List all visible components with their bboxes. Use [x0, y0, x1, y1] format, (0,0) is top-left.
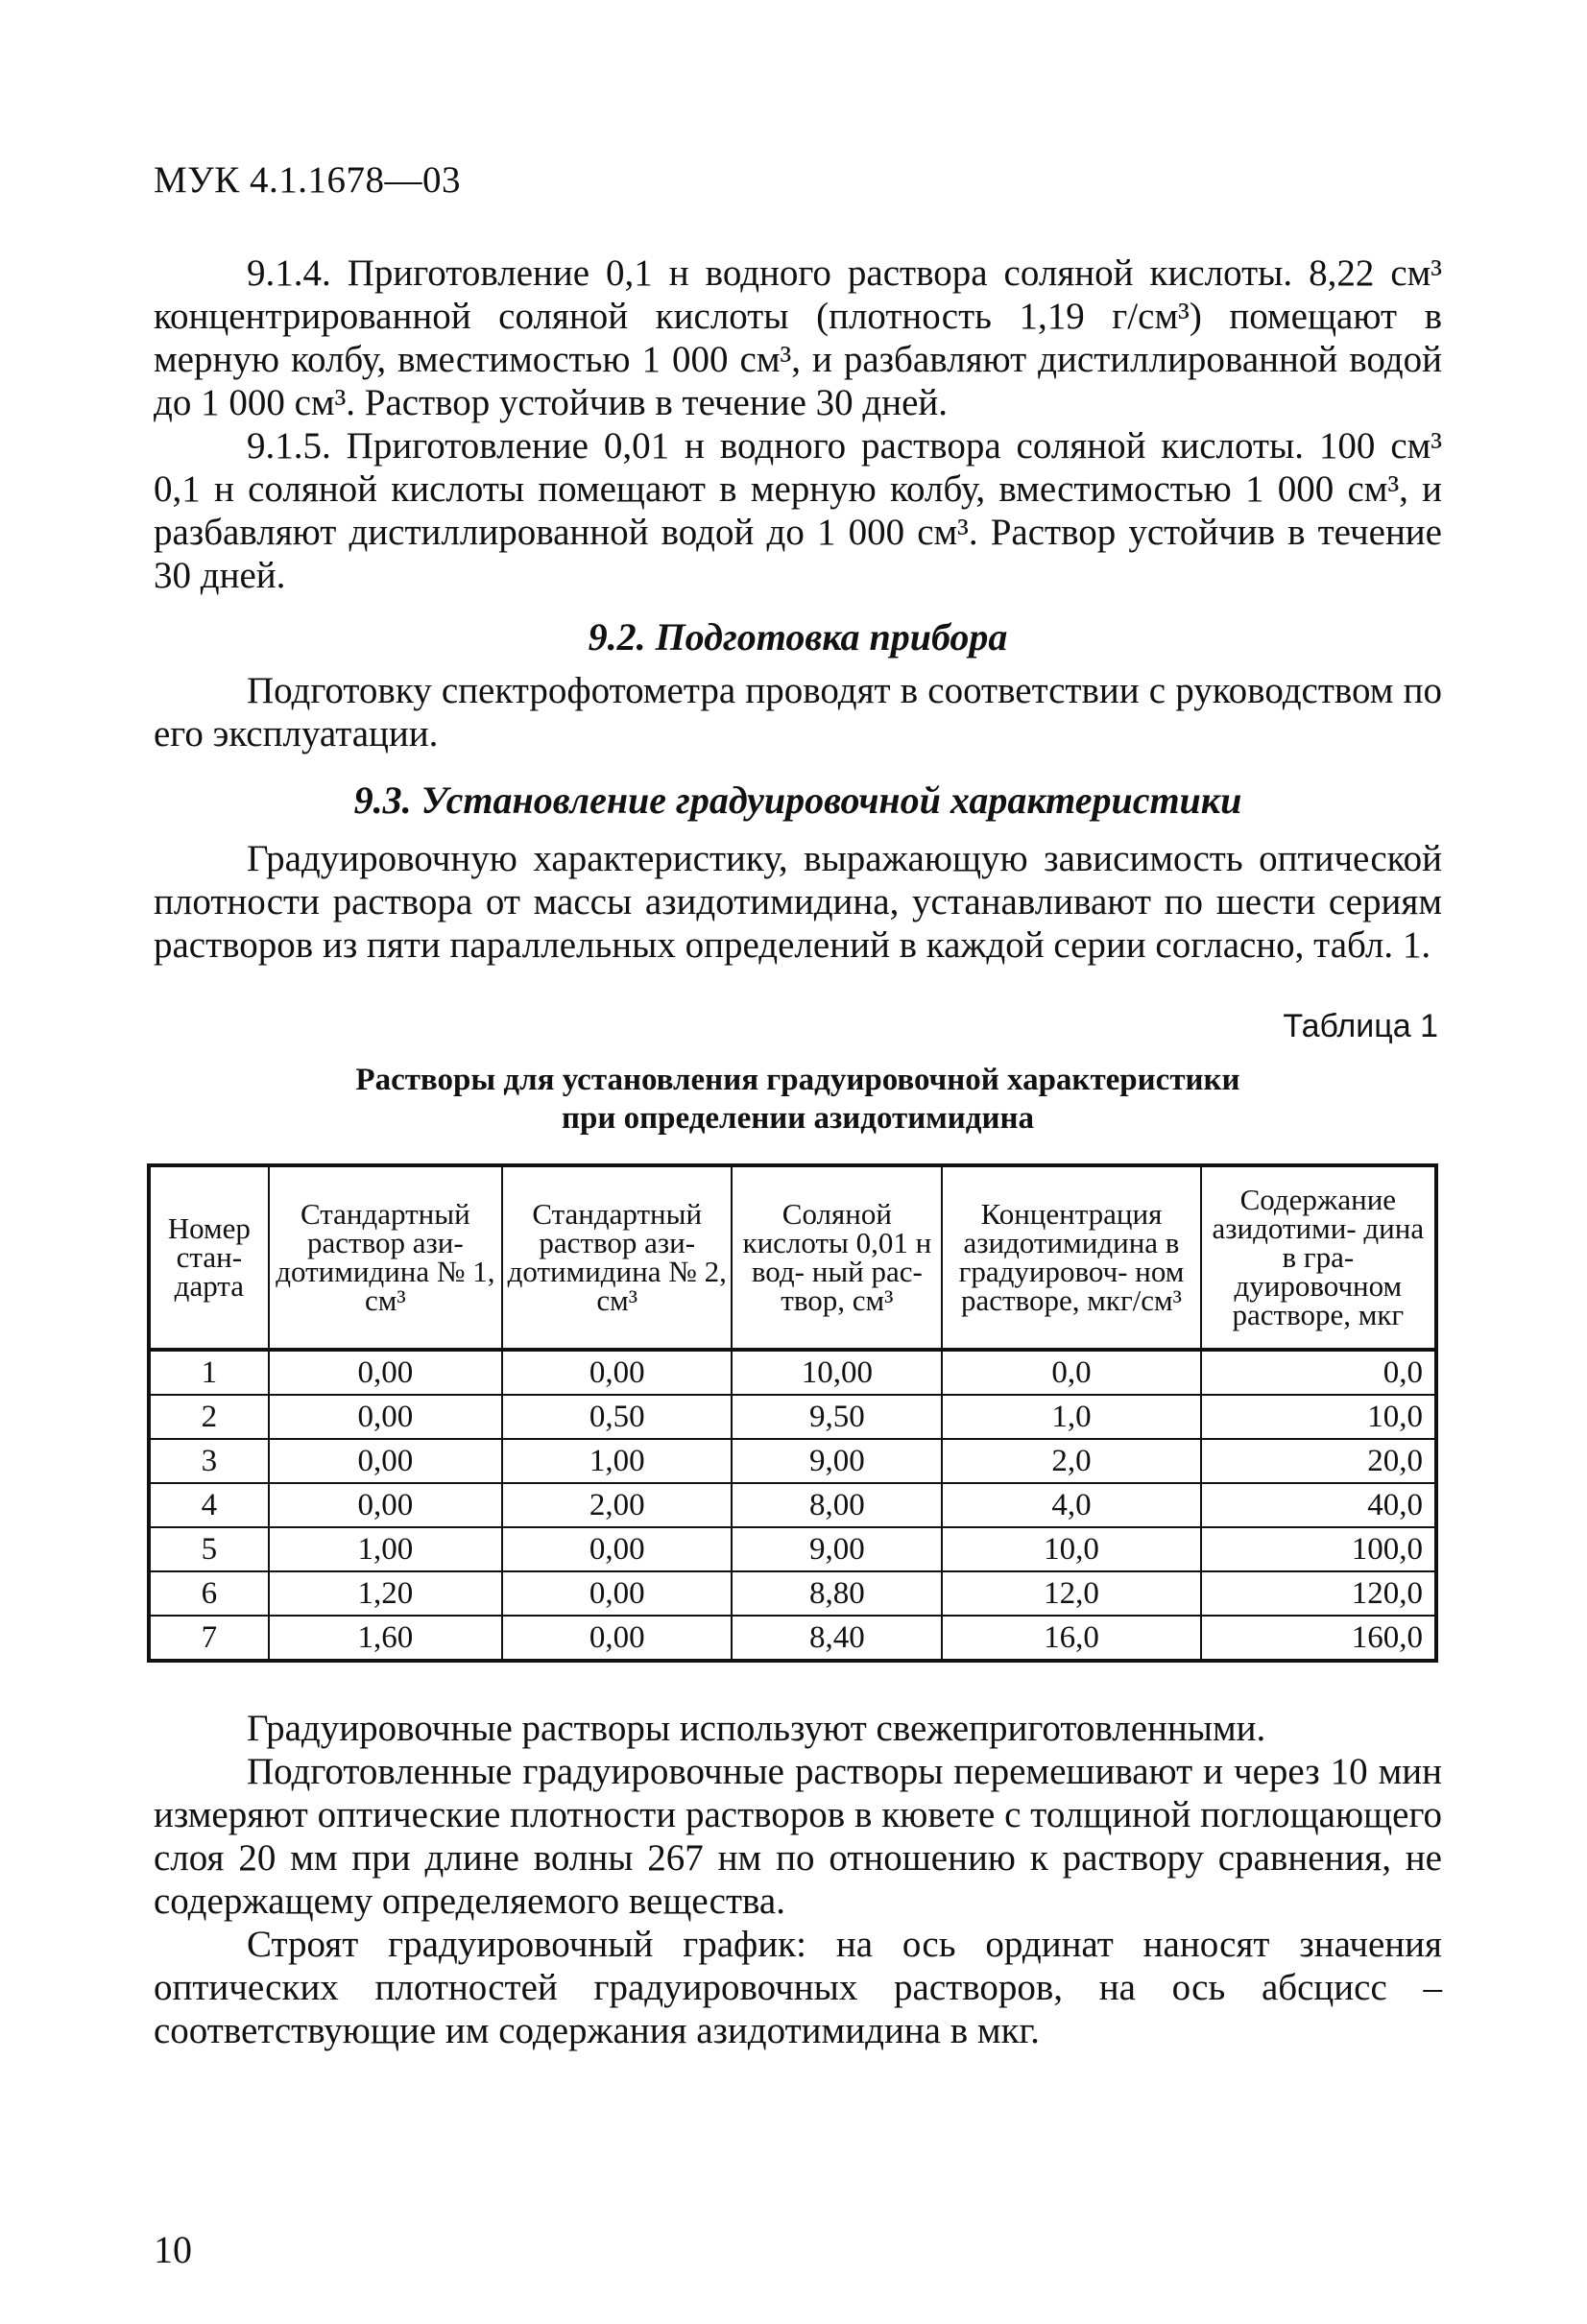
table-row	[149, 1616, 1436, 1661]
cell-solution-1: 1,60	[269, 1616, 502, 1661]
closing-paragraphs	[154, 1707, 1442, 2052]
cell-solution-2: 0,00	[502, 1616, 732, 1661]
table-label: Таблица 1	[1283, 1008, 1438, 1044]
cell-number: 2	[149, 1395, 269, 1439]
header-content: Содержание азидотими- дина в гра- дуировочном растворе, мкг	[1201, 1165, 1436, 1350]
cell-concentration: 16,0	[942, 1616, 1200, 1661]
cell-solution-1: 1,00	[269, 1527, 502, 1571]
table-row	[149, 1571, 1436, 1616]
table-row	[149, 1395, 1436, 1439]
cell-solution-2: 1,00	[502, 1439, 732, 1483]
table-row	[149, 1439, 1436, 1483]
table-header-row	[149, 1165, 1436, 1350]
cell-solution-1: 0,00	[269, 1395, 502, 1439]
cell-solution-2: 0,00	[502, 1350, 732, 1395]
cell-acid: 10,00	[732, 1350, 942, 1395]
paragraph-fresh-solutions: Градуировочные растворы используют свежеприготовленными.	[247, 1708, 1266, 1749]
table-caption-line-1: Растворы для установления градуировочной характеристики	[355, 1063, 1240, 1097]
cell-number: 4	[149, 1483, 269, 1527]
cell-solution-1: 0,00	[269, 1439, 502, 1483]
section-9-2-title: 9.2. Подготовка прибора	[588, 615, 1008, 659]
document-id: МУК 4.1.1678—03	[154, 159, 462, 201]
cell-acid: 9,00	[732, 1439, 942, 1483]
page-number: 10	[154, 2228, 192, 2271]
cell-concentration: 10,0	[942, 1527, 1200, 1571]
cell-content: 100,0	[1201, 1527, 1436, 1571]
cell-number: 1	[149, 1350, 269, 1395]
cell-solution-1: 0,00	[269, 1350, 502, 1395]
cell-content: 160,0	[1201, 1616, 1436, 1661]
cell-content: 120,0	[1201, 1571, 1436, 1616]
cell-acid: 8,40	[732, 1616, 942, 1661]
table-row	[149, 1527, 1436, 1571]
section-9-2-text: Подготовку спектрофотометра проводят в соответствии с руководством по его эксплуатации.	[154, 670, 1442, 755]
paragraph-9-1-5: 9.1.5. Приготовление 0,01 н водного раствора соляной кислоты. 100 см³ 0,1 н соляной кислоты помещают в мерную колбу, вместимостью 1 000 см³, и разбавляют дистиллированной водой до 1 000 см³. Раствор устойчив в течение 30 дней.	[154, 425, 1442, 596]
cell-number: 6	[149, 1571, 269, 1616]
calibration-table	[147, 1163, 1438, 1663]
header-standard-solution-2: Стандартный раствор ази- дотимидина № 2, см³	[502, 1165, 732, 1350]
cell-acid: 9,50	[732, 1395, 942, 1439]
cell-concentration: 0,0	[942, 1350, 1200, 1395]
cell-acid: 8,80	[732, 1571, 942, 1616]
header-standard-solution-1: Стандартный раствор ази- дотимидина № 1, см³	[269, 1165, 502, 1350]
table-caption-line-2: при определении азидотимидина	[562, 1101, 1034, 1136]
intro-paragraphs	[154, 252, 1442, 597]
cell-concentration: 4,0	[942, 1483, 1200, 1527]
paragraph-calibration-graph: Строят градуировочный график: на ось ординат наносят значения оптических плотностей градуировочных растворов, на ось абсцисс – соответствующие им содержания азидотимидина в мкг.	[154, 1924, 1442, 2051]
cell-solution-1: 0,00	[269, 1483, 502, 1527]
section-9-2-text-block	[154, 669, 1442, 755]
cell-number: 5	[149, 1527, 269, 1571]
cell-solution-2: 0,50	[502, 1395, 732, 1439]
cell-concentration: 1,0	[942, 1395, 1200, 1439]
cell-solution-1: 1,20	[269, 1571, 502, 1616]
section-9-3-text-block	[154, 837, 1442, 967]
cell-content: 20,0	[1201, 1439, 1436, 1483]
cell-acid: 8,00	[732, 1483, 942, 1527]
paragraph-measurement: Подготовленные градуировочные растворы перемешивают и через 10 мин измеряют оптические плотности растворов в кювете с толщиной поглощающего слоя 20 мм при длине волны 267 нм по отношению к раствору сравнения, не содержащему определяемого вещества.	[154, 1751, 1442, 1922]
cell-solution-2: 0,00	[502, 1527, 732, 1571]
cell-solution-2: 0,00	[502, 1571, 732, 1616]
table-row	[149, 1483, 1436, 1527]
cell-solution-2: 2,00	[502, 1483, 732, 1527]
section-9-3-title: 9.3. Установление градуировочной характеристики	[353, 779, 1242, 822]
cell-concentration: 12,0	[942, 1571, 1200, 1616]
table-row	[149, 1350, 1436, 1395]
cell-content: 0,0	[1201, 1350, 1436, 1395]
cell-number: 3	[149, 1439, 269, 1483]
cell-content: 40,0	[1201, 1483, 1436, 1527]
header-hydrochloric-acid: Соляной кислоты 0,01 н вод- ный рас- твор, см³	[732, 1165, 942, 1350]
cell-content: 10,0	[1201, 1395, 1436, 1439]
section-9-3-text: Градуировочную характеристику, выражающую зависимость оптической плотности раствора от массы азидотимидина, устанавливают по шести сериям растворов из пяти параллельных определений в каждой серии согласно, табл. 1.	[154, 838, 1442, 966]
paragraph-9-1-4: 9.1.4. Приготовление 0,1 н водного раствора соляной кислоты. 8,22 см³ концентрированной соляной кислоты (плотность 1,19 г/см³) помещают в мерную колбу, вместимостью 1 000 см³, и разбавляют дистиллированной водой до 1 000 см³. Раствор устойчив в течение 30 дней.	[154, 252, 1442, 423]
table-caption	[154, 1061, 1442, 1138]
cell-concentration: 2,0	[942, 1439, 1200, 1483]
cell-number: 7	[149, 1616, 269, 1661]
header-concentration: Концентрация азидотимидина в градуировоч- ном растворе, мкг/см³	[942, 1165, 1200, 1350]
header-standard-number: Номер стан- дарта	[149, 1165, 269, 1350]
cell-acid: 9,00	[732, 1527, 942, 1571]
